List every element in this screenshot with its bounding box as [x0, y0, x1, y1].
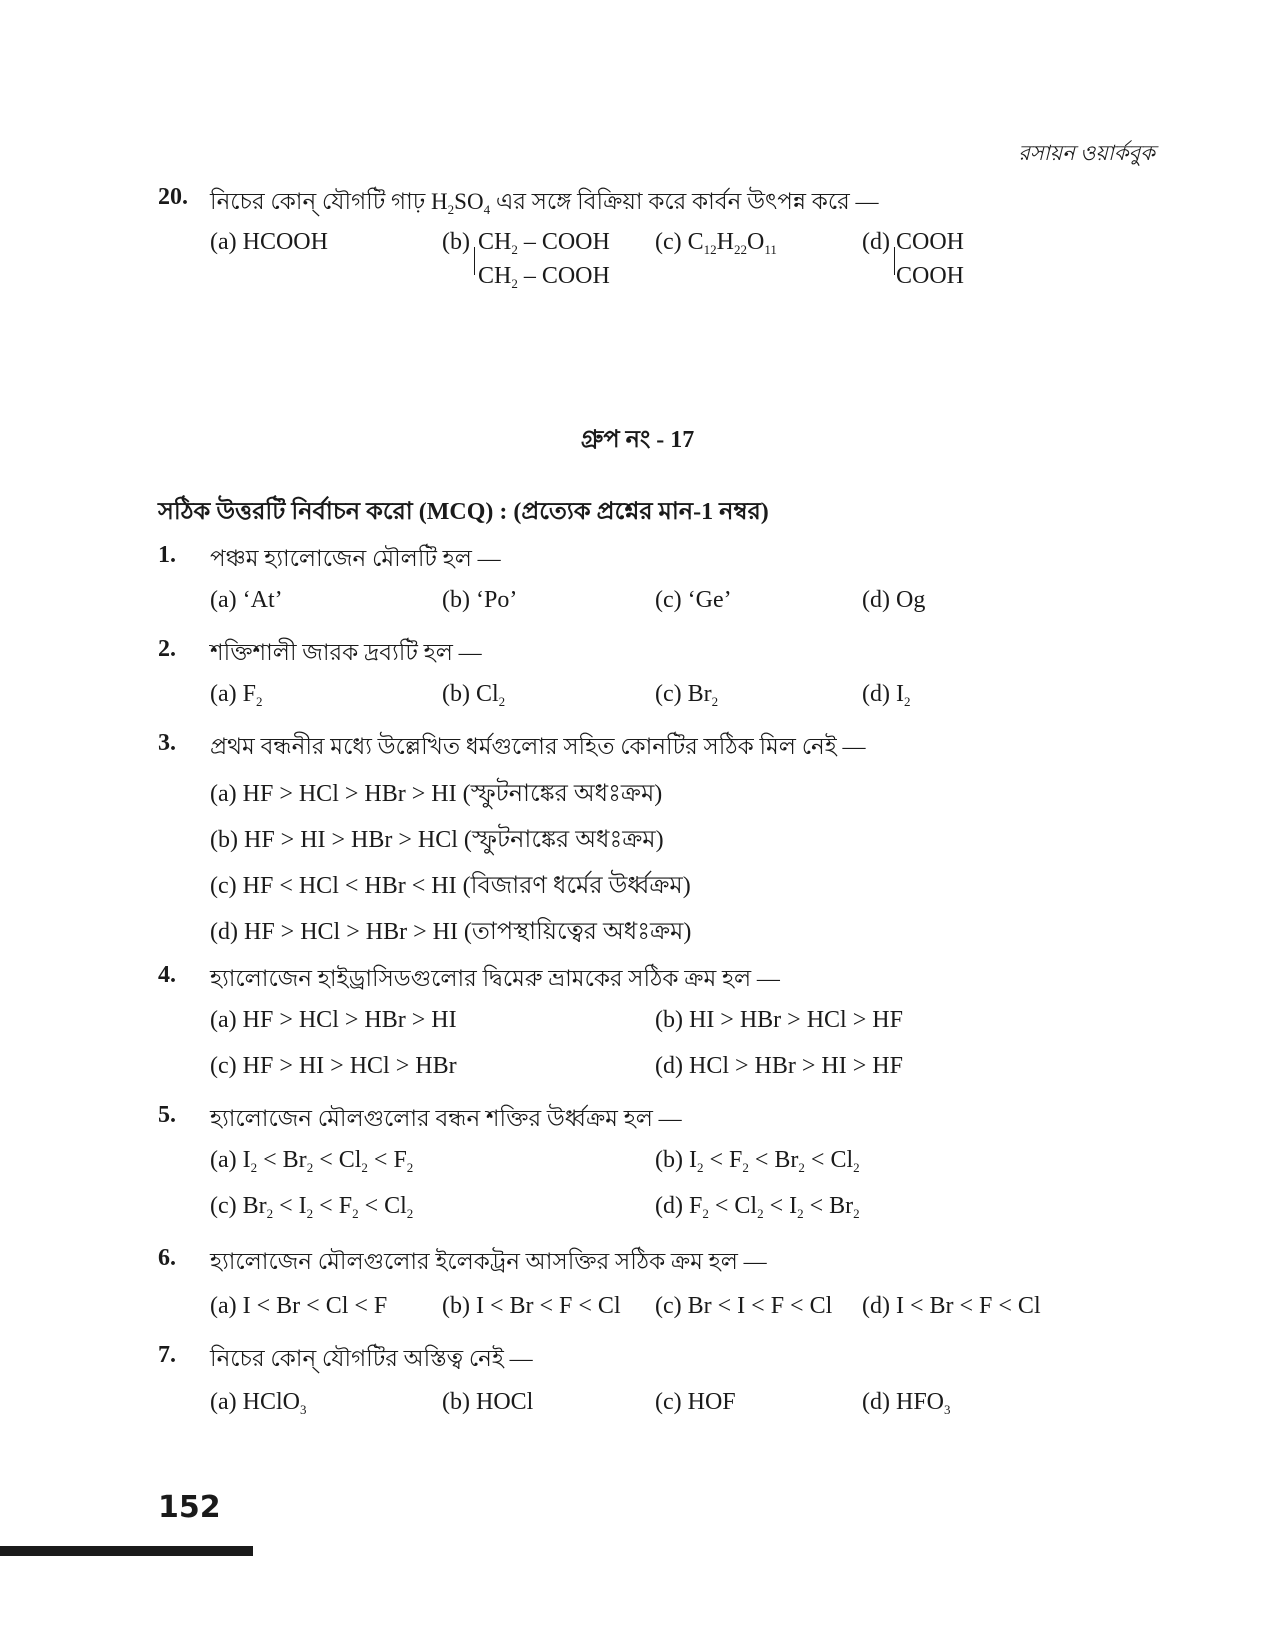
- option-a: (a) HCOOH: [210, 229, 328, 255]
- option-c: (c) Br < I < F < Cl: [655, 1293, 833, 1319]
- option-b: (b) I < Br < F < Cl: [442, 1293, 621, 1319]
- question-text: পঞ্চম হ্যালোজেন মৌলটি হল —: [210, 546, 501, 571]
- option-b: (b) $Cl_2$: [442, 681, 506, 709]
- question-number: 5.: [158, 1102, 176, 1128]
- option-c: (c) $Br_2$: [655, 681, 719, 709]
- option-c: (c) HF > HI > HCl > HBr: [210, 1053, 457, 1079]
- group-title: গ্রুপ নং - 17: [580, 427, 695, 453]
- question-text: হ্যালোজেন হাইড্রাসিডগুলোর দ্বিমেরু ভ্রামকের সঠিক ক্রম হল —: [210, 966, 780, 991]
- option-b: (b) HF > HI > HBr > HCl (স্ফুটনাঙ্কের অধঃক্রম): [210, 827, 664, 853]
- option-d: (d) HF > HCl > HBr > HI (তাপস্থায়িত্বের অধঃক্রম): [210, 919, 692, 945]
- page-number: 152: [158, 1490, 221, 1525]
- question-text: প্রথম বন্ধনীর মধ্যে উল্লেখিত ধর্মগুলোর সহিত কোনটির সঠিক মিল নেই —: [210, 734, 866, 759]
- option-c: (c) HOF: [655, 1389, 736, 1415]
- question-number: 20.: [158, 184, 188, 210]
- option-b-label: (b): [442, 229, 470, 255]
- question-number: 1.: [158, 542, 176, 568]
- bond-line: [474, 247, 475, 275]
- option-b: (b) $I_2 < F_2 < Br_2 < Cl_2$: [655, 1147, 860, 1175]
- option-b: (b) ‘Po’: [442, 587, 518, 613]
- option-d-line2: COOH: [896, 263, 965, 289]
- section-title: সঠিক উত্তরটি নির্বাচন করো (MCQ) : (প্রত্যেক প্রশ্নের মান-1 নম্বর): [158, 499, 769, 525]
- option-b-line1: $CH_2$ – COOH: [478, 229, 610, 257]
- option-b: (b) HOCl: [442, 1389, 534, 1415]
- option-a: (a) HF > HCl > HBr > HI: [210, 1007, 457, 1033]
- question-number: 4.: [158, 962, 176, 988]
- option-a: (a) HClO$_3$: [210, 1389, 307, 1417]
- question-number: 6.: [158, 1245, 176, 1271]
- option-a: (a) HF > HCl > HBr > HI (স্ফুটনাঙ্কের অধঃক্রম): [210, 781, 663, 807]
- question-number: 3.: [158, 730, 176, 756]
- option-c: (c) HF < HCl < HBr < HI (বিজারণ ধর্মের উর্ধ্বক্রম): [210, 873, 691, 899]
- option-b-line2: $CH_2$ – COOH: [478, 263, 610, 291]
- bond-line: [894, 247, 895, 275]
- question-text: হ্যালোজেন মৌলগুলোর ইলেকট্রন আসক্তির সঠিক ক্রম হল —: [210, 1249, 767, 1274]
- option-a: (a) I < Br < Cl < F: [210, 1293, 388, 1319]
- option-d: (d) $I_2$: [862, 681, 911, 709]
- option-d: (d) Og: [862, 587, 926, 613]
- option-d: (d) I < Br < F < Cl: [862, 1293, 1041, 1319]
- option-d: (d) HCl > HBr > HI > HF: [655, 1053, 903, 1079]
- option-c: (c) $Br_2 < I_2 < F_2 < Cl_2$: [210, 1193, 414, 1221]
- option-a: (a) $I_2 < Br_2 < Cl_2 < F_2$: [210, 1147, 414, 1175]
- option-d: (d) $F_2 < Cl_2 < I_2 < Br_2$: [655, 1193, 860, 1221]
- running-header: রসায়ন ওয়ার্কবুক: [1018, 141, 1155, 165]
- option-d-label: (d): [862, 229, 890, 255]
- question-number: 7.: [158, 1342, 176, 1368]
- question-text: হ্যালোজেন মৌলগুলোর বন্ধন শক্তির উর্ধ্বক্রম হল —: [210, 1106, 682, 1131]
- option-b: (b) HI > HBr > HCl > HF: [655, 1007, 903, 1033]
- option-c: (c) $C_{12}H_{22}O_{11}$: [655, 229, 777, 257]
- option-d-line1: COOH: [896, 229, 965, 255]
- option-a: (a) $F_2$: [210, 681, 263, 709]
- question-number: 2.: [158, 636, 176, 662]
- option-d: (d) $HFO_3$: [862, 1389, 951, 1417]
- footer-bar: [0, 1546, 253, 1556]
- question-text: শক্তিশালী জারক দ্রব্যটি হল —: [210, 640, 482, 665]
- question-text: নিচের কোন্ যৌগটির অস্তিত্ব নেই —: [210, 1346, 533, 1371]
- option-c: (c) ‘Ge’: [655, 587, 732, 613]
- question-text: নিচের কোন্ যৌগটি গাঢ় $H_2SO_4$ এর সঙ্গে বিক্রিয়া করে কার্বন উৎপন্ন করে —: [210, 189, 879, 217]
- option-a: (a) ‘At’: [210, 587, 283, 613]
